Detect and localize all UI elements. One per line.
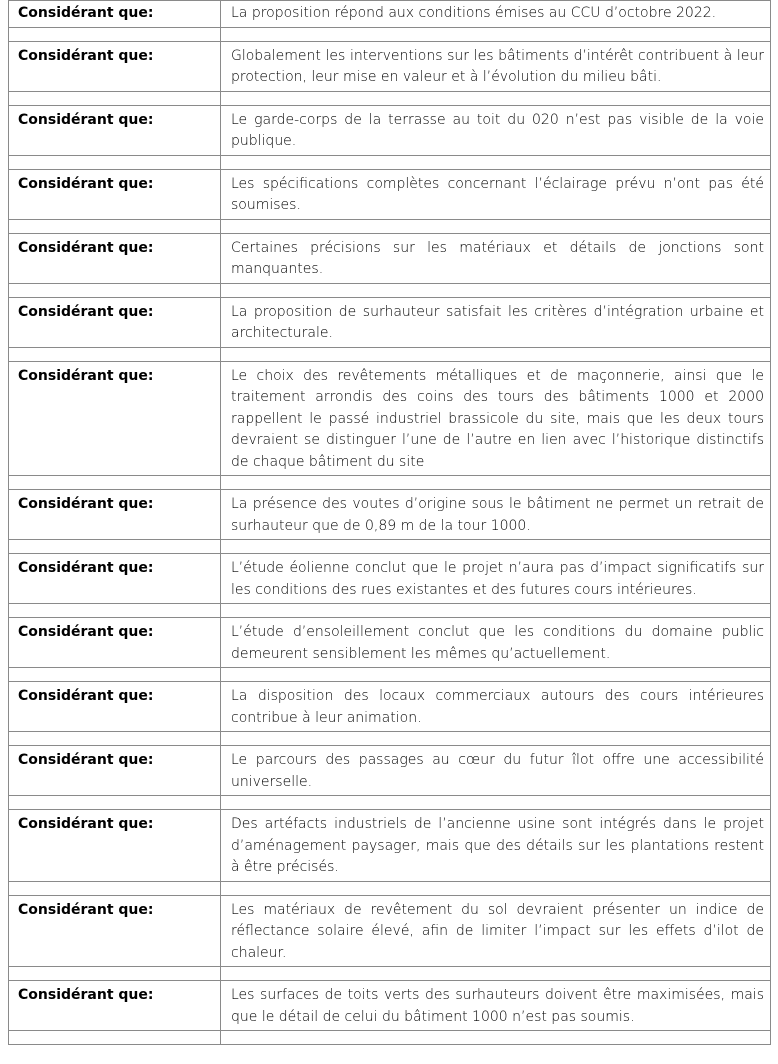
spacer-cell	[9, 668, 221, 682]
consideration-row	[9, 682, 771, 732]
consideration-row	[9, 41, 771, 91]
spacer-cell	[9, 604, 221, 618]
spacer-cell	[221, 27, 771, 41]
spacer-cell	[221, 881, 771, 895]
consideration-label: Considérant que:	[9, 233, 221, 283]
consideration-text: Le garde-corps de la terrasse au toit du 020 n’est pas visible de la voie publique.	[221, 105, 771, 155]
spacer-row	[9, 27, 771, 41]
spacer-row	[9, 967, 771, 981]
spacer-cell	[9, 1031, 221, 1045]
spacer-cell	[221, 476, 771, 490]
spacer-cell	[9, 155, 221, 169]
spacer-row	[9, 219, 771, 233]
consideration-row	[9, 1, 771, 28]
consideration-row	[9, 297, 771, 347]
consideration-text: Les spécifications complètes concernant l’éclairage prévu n’ont pas été soumises.	[221, 169, 771, 219]
consideration-row	[9, 361, 771, 476]
consideration-label: Considérant que:	[9, 169, 221, 219]
consideration-row	[9, 895, 771, 967]
consideration-label: Considérant que:	[9, 105, 221, 155]
consideration-row	[9, 233, 771, 283]
spacer-row	[9, 283, 771, 297]
consideration-text: Le choix des revêtements métalliques et de maçonnerie, ainsi que le traitement arrondis des coins des tours des bâtiments 1000 et 2000 rappellent le passé industriel brassicole du site, mais que les deux tours devraient se distinguer l’une de l’autre en lien avec l’historique distinctifs de chaque bâtiment du site	[221, 361, 771, 476]
spacer-row	[9, 796, 771, 810]
consideration-text: L’étude d’ensoleillement conclut que les conditions du domaine public demeurent sensiblement les mêmes qu’actuellement.	[221, 618, 771, 668]
spacer-row	[9, 476, 771, 490]
spacer-cell	[221, 604, 771, 618]
consideration-text: Globalement les interventions sur les bâtiments d’intérêt contribuent à leur protection, leur mise en valeur et à l’évolution du milieu bâti.	[221, 41, 771, 91]
consideration-text: La disposition des locaux commerciaux autours des cours intérieures contribue à leur animation.	[221, 682, 771, 732]
spacer-row	[9, 604, 771, 618]
spacer-row	[9, 668, 771, 682]
spacer-cell	[221, 967, 771, 981]
consideration-label: Considérant que:	[9, 895, 221, 967]
consideration-label: Considérant que:	[9, 554, 221, 604]
spacer-cell	[221, 347, 771, 361]
considerations-table	[8, 0, 771, 1045]
consideration-label: Considérant que:	[9, 41, 221, 91]
consideration-label: Considérant que:	[9, 1, 221, 28]
consideration-row	[9, 746, 771, 796]
consideration-text: Les matériaux de revêtement du sol devraient présenter un indice de réflectance solaire élevé, afin de limiter l’impact sur les effets d’ilot de chaleur.	[221, 895, 771, 967]
spacer-row	[9, 155, 771, 169]
spacer-row	[9, 732, 771, 746]
spacer-cell	[221, 796, 771, 810]
spacer-cell	[9, 732, 221, 746]
consideration-label: Considérant que:	[9, 618, 221, 668]
spacer-row	[9, 540, 771, 554]
consideration-text: Des artéfacts industriels de l’ancienne usine sont intégrés dans le projet d’aménagement paysager, mais que des détails sur les plantations restent à être précisés.	[221, 810, 771, 882]
consideration-row	[9, 981, 771, 1031]
spacer-cell	[9, 91, 221, 105]
spacer-cell	[221, 1031, 771, 1045]
spacer-row	[9, 347, 771, 361]
spacer-cell	[221, 732, 771, 746]
consideration-row	[9, 490, 771, 540]
consideration-text: La proposition de surhauteur satisfait les critères d’intégration urbaine et architecturale.	[221, 297, 771, 347]
consideration-label: Considérant que:	[9, 746, 221, 796]
spacer-cell	[9, 967, 221, 981]
spacer-cell	[9, 881, 221, 895]
spacer-cell	[9, 27, 221, 41]
spacer-cell	[9, 347, 221, 361]
consideration-row	[9, 105, 771, 155]
consideration-text: Le parcours des passages au cœur du futur îlot offre une accessibilité universelle.	[221, 746, 771, 796]
spacer-cell	[9, 476, 221, 490]
consideration-text: Les surfaces de toits verts des surhauteurs doivent être maximisées, mais que le détail de celui du bâtiment 1000 n’est pas soumis.	[221, 981, 771, 1031]
consideration-label: Considérant que:	[9, 810, 221, 882]
consideration-text: Certaines précisions sur les matériaux et détails de jonctions sont manquantes.	[221, 233, 771, 283]
consideration-label: Considérant que:	[9, 981, 221, 1031]
consideration-label: Considérant que:	[9, 361, 221, 476]
spacer-row	[9, 1031, 771, 1045]
spacer-cell	[221, 219, 771, 233]
consideration-row	[9, 810, 771, 882]
spacer-row	[9, 881, 771, 895]
consideration-row	[9, 618, 771, 668]
consideration-text: La proposition répond aux conditions émises au CCU d’octobre 2022.	[221, 1, 771, 28]
spacer-cell	[221, 668, 771, 682]
spacer-cell	[9, 219, 221, 233]
spacer-row	[9, 91, 771, 105]
spacer-cell	[221, 91, 771, 105]
consideration-label: Considérant que:	[9, 297, 221, 347]
consideration-row	[9, 554, 771, 604]
consideration-label: Considérant que:	[9, 682, 221, 732]
spacer-cell	[221, 155, 771, 169]
spacer-cell	[221, 283, 771, 297]
spacer-cell	[221, 540, 771, 554]
spacer-cell	[9, 796, 221, 810]
consideration-row	[9, 169, 771, 219]
spacer-cell	[9, 540, 221, 554]
consideration-text: La présence des voutes d’origine sous le bâtiment ne permet un retrait de surhauteur que de 0,89 m de la tour 1000.	[221, 490, 771, 540]
considerations-body	[9, 1, 771, 1045]
consideration-label: Considérant que:	[9, 490, 221, 540]
spacer-cell	[9, 283, 221, 297]
consideration-text: L’étude éolienne conclut que le projet n’aura pas d’impact significatifs sur les conditions des rues existantes et des futures cours intérieures.	[221, 554, 771, 604]
